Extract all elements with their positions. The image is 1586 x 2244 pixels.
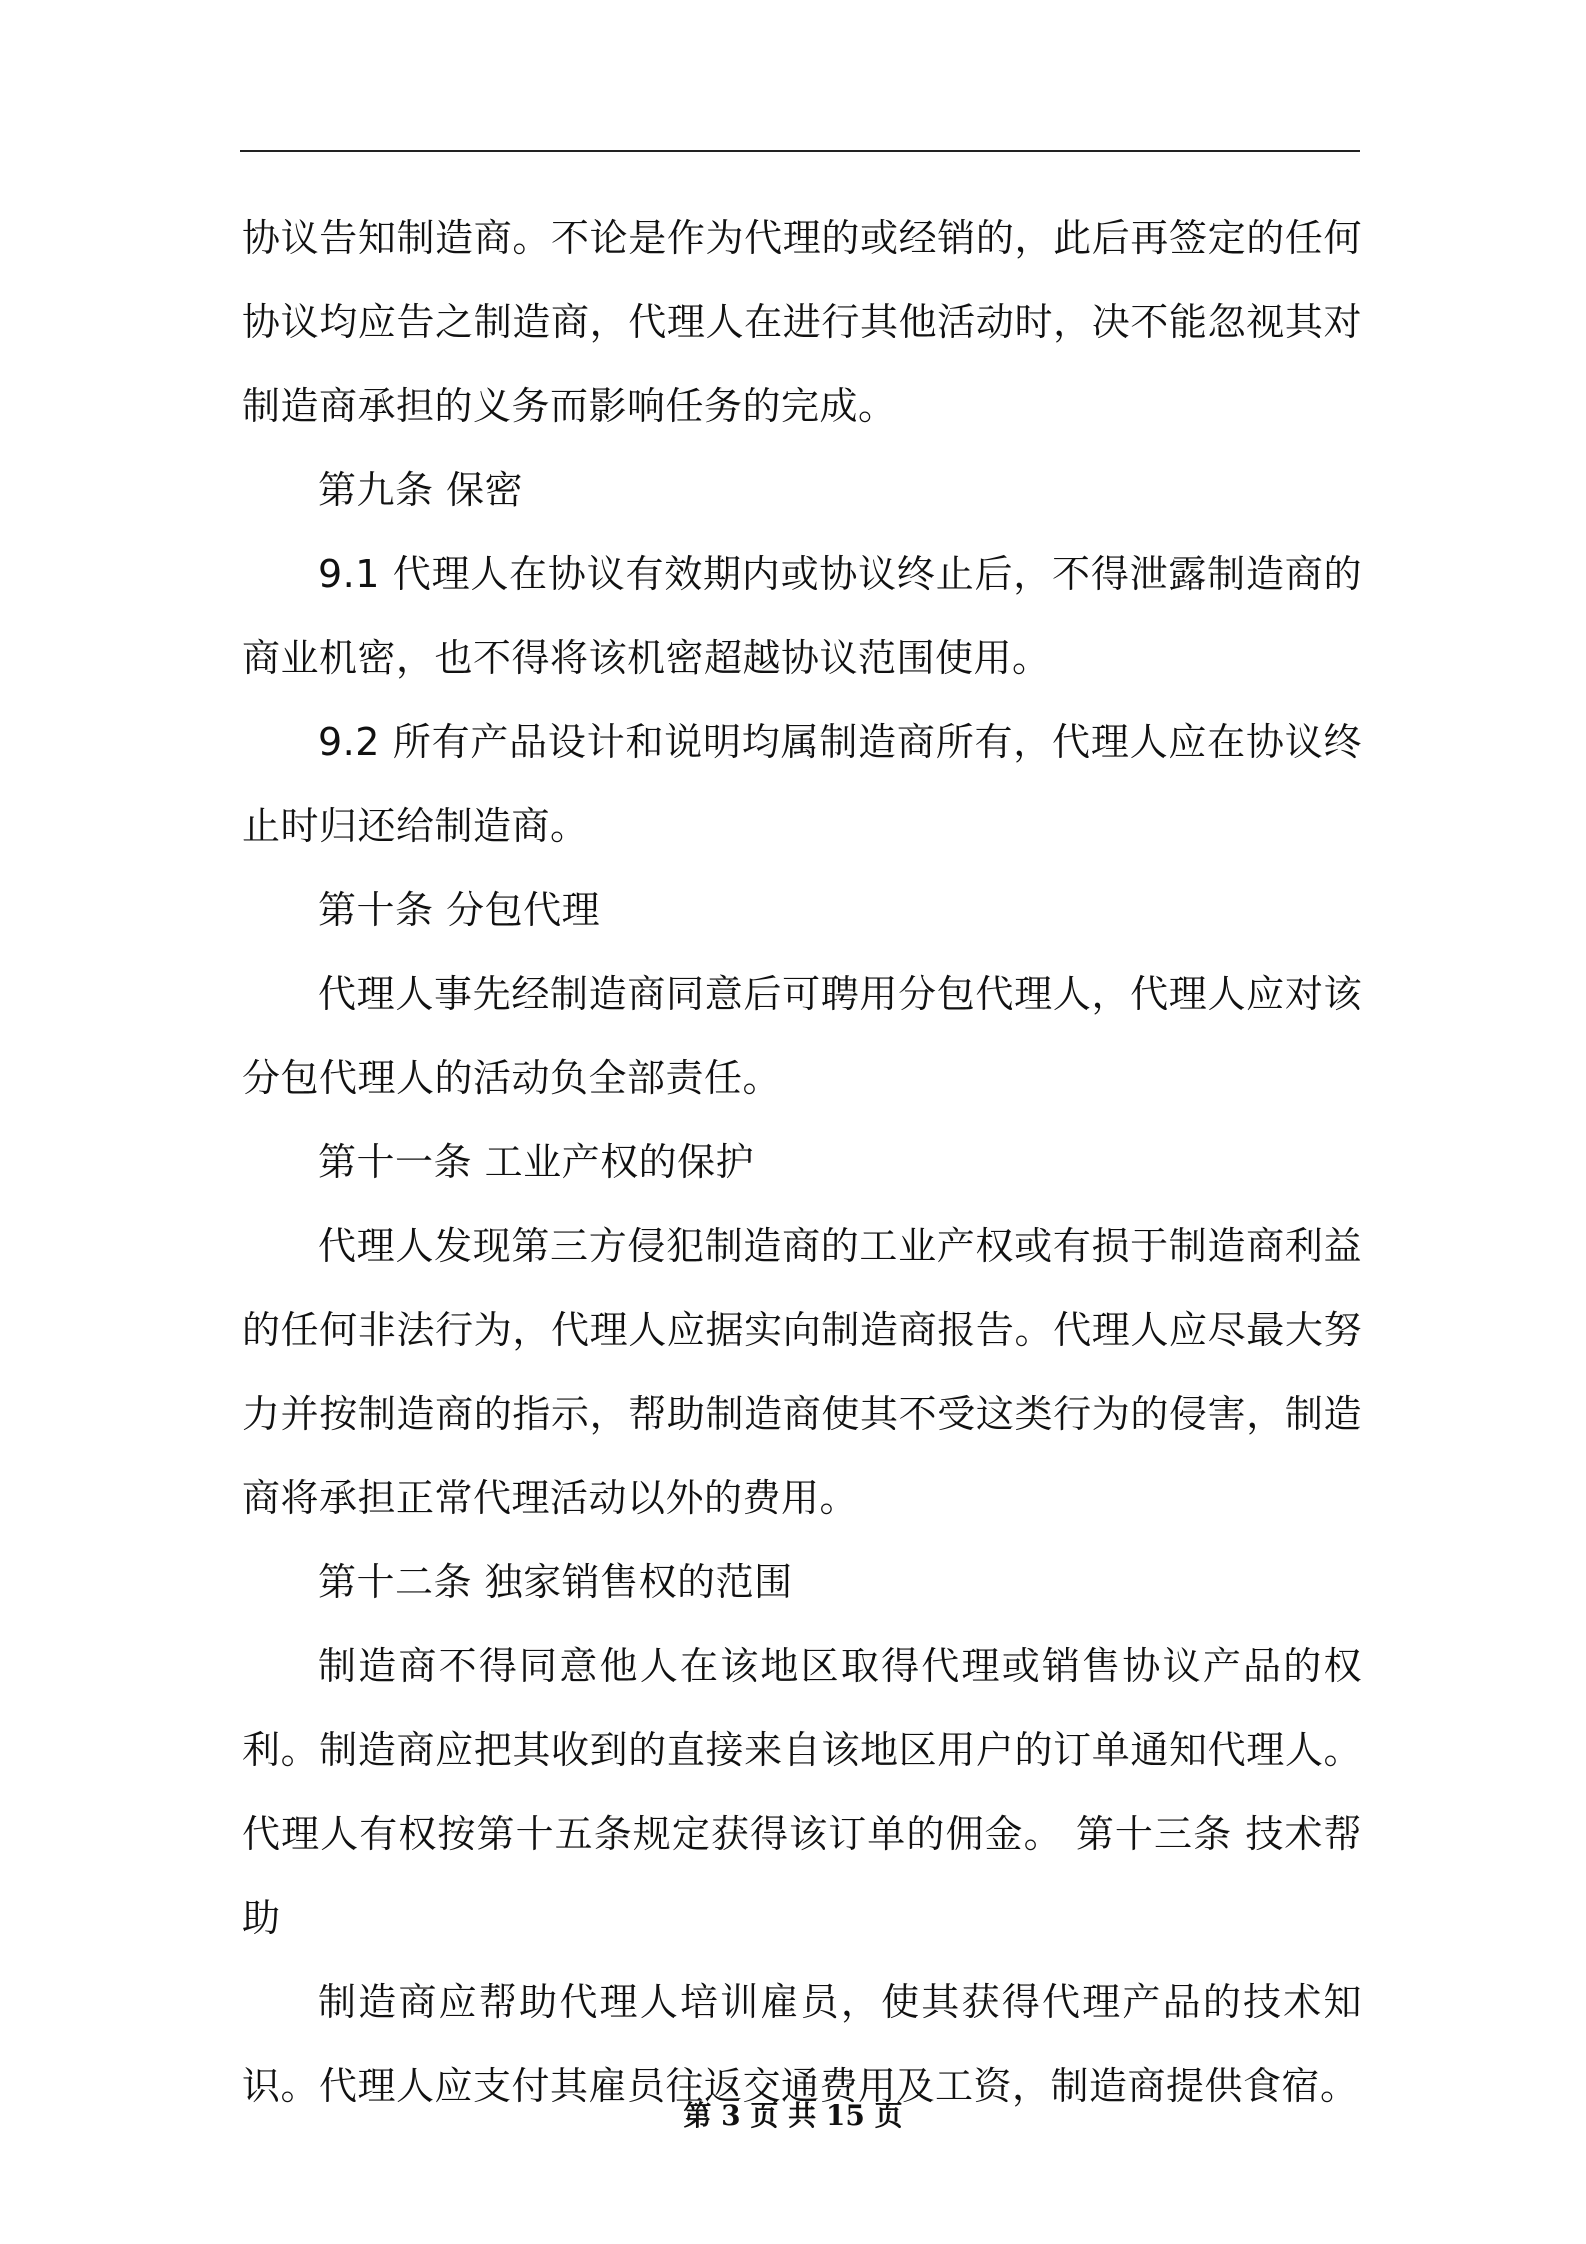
heading-article-10: 第十条 分包代理 — [318, 888, 601, 932]
heading-article-9: 第九条 保密 — [318, 468, 524, 512]
header-rule — [240, 150, 1360, 152]
paragraph-technical-help: 制造商应帮助代理人培训雇员，使其获得代理产品的技术知识。代理人应支付其雇员往返交通费用及工资，制造商提供食宿。 — [242, 1980, 1362, 2108]
paragraph-ip-protection: 代理人发现第三方侵犯制造商的工业产权或有损于制造商利益的任何非法行为，代理人应据实向制造商报告。代理人应尽最大努力并按制造商的指示，帮助制造商使其不受这类行为的侵害，制造商将承担正常代理活动以外的费用。 — [242, 1224, 1362, 1520]
clause-9-1: 9.1 代理人在协议有效期内或协议终止后，不得泄露制造商的商业机密，也不得将该机密超越协议范围使用。 — [242, 552, 1362, 680]
document-body — [242, 196, 1362, 2128]
paragraph-subagent: 代理人事先经制造商同意后可聘用分包代理人，代理人应对该分包代理人的活动负全部责任。 — [242, 972, 1362, 1100]
heading-article-11: 第十一条 工业产权的保护 — [318, 1140, 755, 1184]
page-number: 第 3 页 共 15 页 — [683, 2099, 903, 2132]
paragraph-continuation: 协议告知制造商。不论是作为代理的或经销的，此后再签定的任何协议均应告之制造商，代理人在进行其他活动时，决不能忽视其对制造商承担的义务而影响任务的完成。 — [242, 216, 1362, 428]
heading-article-12: 第十二条 独家销售权的范围 — [318, 1560, 793, 1604]
paragraph-exclusive-rights: 制造商不得同意他人在该地区取得代理或销售协议产品的权利。制造商应把其收到的直接来自该地区用户的订单通知代理人。代理人有权按第十五条规定获得该订单的佣金。 第十三条 技术帮助 — [242, 1644, 1362, 1940]
clause-9-2: 9.2 所有产品设计和说明均属制造商所有，代理人应在协议终止时归还给制造商。 — [242, 720, 1362, 848]
